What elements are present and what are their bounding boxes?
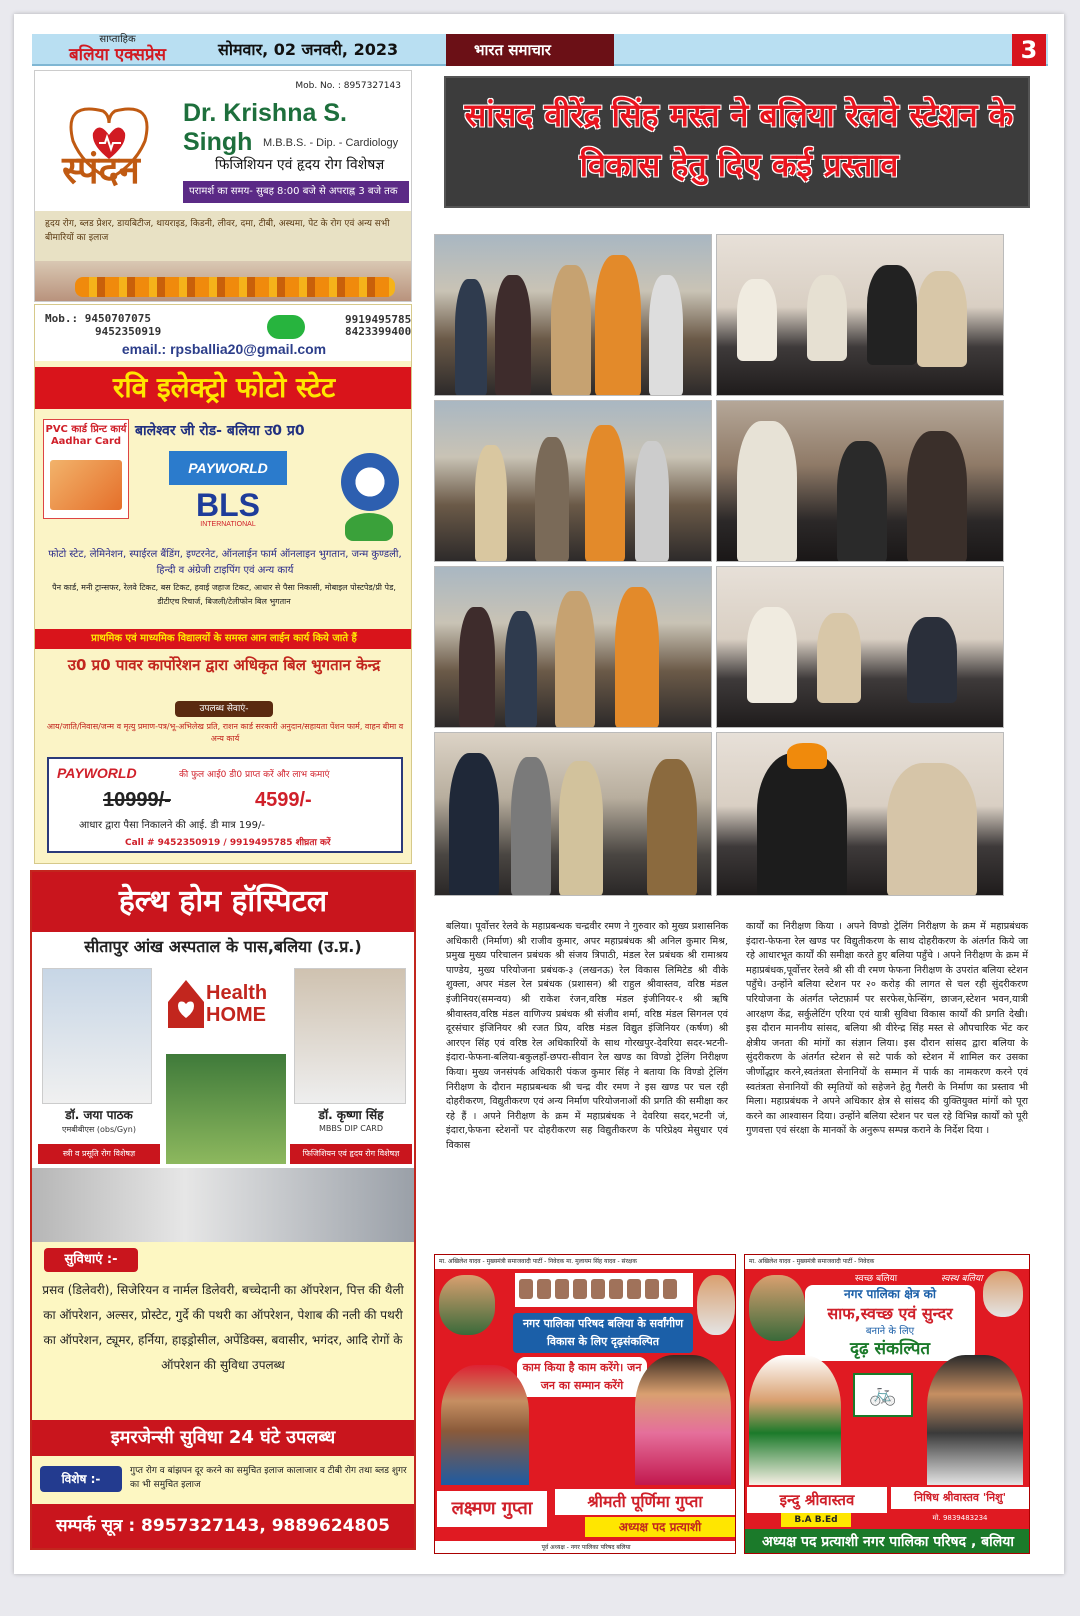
doctor-name: डॉ. कृष्णा सिंह: [318, 1108, 384, 1122]
services-list: फोटो स्टेट, लेमिनेशन, स्पाईरल बैंडिंग, इण्टरनेट, ऑनलाईन फार्म ऑनलाइन भुगतान, जन्म कुण्डली, हिन्दी व अंग्रेजी टाइपिंग एवं अन्य कार्य: [48, 549, 402, 576]
mobile-number: Mob.: 9450707075: [45, 312, 151, 325]
brand-tagline: साप्ताहिक: [99, 34, 136, 45]
doctor-degree: एमबीबीएस (obs/Gyn): [62, 1125, 136, 1134]
school-services-band: प्राथमिक एवं माध्यमिक विद्यालयों के समस्त आन लाईन कार्य किये जाते हैं: [35, 629, 412, 649]
marigold-garland: [75, 277, 395, 297]
email-address: email.: rpsballia20@gmail.com: [121, 341, 327, 357]
leader-photo: [983, 1271, 1023, 1317]
news-photo: [716, 732, 1004, 896]
bls-logo: BLS: [196, 487, 260, 523]
payworld-logo: PAYWORLD: [169, 451, 287, 485]
news-photo: [434, 732, 712, 896]
old-price: 10999/-: [103, 789, 171, 811]
news-article: [446, 920, 1030, 1240]
facilities-text: प्रसव (डिलेवरी), सिजेरियन व नार्मल डिलेवरी, बच्चेदानी का ऑपरेशन, पित्त की थैली का ऑपरेशन, अल्सर, प्रोस्टेट, गुर्दे की पथरी का ऑपरेशन, पेशाब की नली की पथरी का ऑपरेशन, ट्यूमर, हर्निया, हाइड्रोसील, अपेंडिक्स, बवासीर, भगंदर, आदि रोगों के ऑपरेशन की सुविधा उपलब्ध: [42, 1283, 404, 1372]
special-text: गुप्त रोग व बांझपन दूर करने का समुचित इलाज कालाजार व टीबी रोग तथा ब्लड शुगर का भी समुचित इलाज: [130, 1466, 407, 1490]
new-price: 4599/-: [255, 789, 312, 811]
news-photo: [716, 566, 1004, 728]
candidate-photo: [749, 1355, 841, 1485]
photostat-advertisement: [34, 304, 412, 864]
special-label: विशेष :-: [40, 1466, 122, 1492]
clinic-logo-text: स्पंदन: [62, 147, 140, 192]
pvc-card-box: [43, 419, 129, 519]
house-heart-icon: [166, 972, 206, 1032]
section-name: भारत समाचार: [446, 34, 614, 66]
news-photo: [716, 234, 1004, 396]
leader-photo: [749, 1275, 805, 1341]
logo-text: Health HOME: [206, 982, 268, 1026]
doctor-advertisement: [34, 70, 412, 302]
ad-title-box: [805, 1285, 975, 1361]
services-list-small: पैन कार्ड, मनी ट्रान्सफर, रेलवे टिकट, बस टिकट, हवाई जहाज टिकट, आधार से पैसा निकासी, मोबाइल पोस्टपेड/प्री पेड, डीटीएच रिचार्ज, बिजली/टेलीफोन बिल भुगतान: [52, 583, 396, 606]
news-photo: [716, 400, 1004, 562]
health-home-logo: [166, 972, 286, 1046]
candidate-name: श्रीमती पूर्णिमा गुप्ता: [555, 1489, 735, 1515]
pvc-card-text: PVC कार्ड प्रिन्ट कार्य Aadhar Card: [45, 424, 127, 447]
doctor-degrees: M.B.B.S. - Dip. - Cardiology: [263, 137, 399, 149]
ad-title-line: दृढ़ संकल्पित: [849, 1339, 931, 1359]
mobile-number: 9919495785: [345, 313, 412, 326]
party-leaders-strip: [515, 1273, 693, 1307]
headline: सांसद वीरेंद्र सिंह मस्त ने बलिया रेलवे स्टेशन के विकास हेतु दिए कई प्रस्ताव: [464, 96, 1014, 184]
aadhar-id-text: आधार द्वारा पैसा निकालने की आई. डी मात्र 199/-: [79, 820, 265, 831]
bicycle-icon: 🚲: [853, 1373, 913, 1417]
hospital-address: सीतापुर आंख अस्पताल के पास,बलिया (उ.प्र.): [32, 932, 414, 962]
newspaper-brand: [40, 34, 195, 66]
news-photo: [434, 566, 712, 728]
candidate-name: इन्दु श्रीवास्तव: [747, 1487, 887, 1513]
offer-text: की फुल आई0 डी0 प्राप्त करें और लाभ कमाएं: [179, 770, 330, 780]
issue-date: सोमवार, 02 जनवरी, 2023: [218, 40, 399, 59]
masthead: [32, 34, 1048, 66]
emergency-banner: इमरजेन्सी सुविधा 24 घंटे उपलब्ध: [32, 1420, 414, 1456]
doctor-specialty: स्त्री व प्रसूति रोग विशेषज्ञ: [38, 1144, 160, 1164]
ad-title-line: नगर पालिका क्षेत्र को: [844, 1287, 936, 1301]
consultation-timing: परामर्श का समय- सुबह 8:00 बजे से अपराह्न 3 बजे तक: [183, 181, 409, 203]
ad-header: मा. अखिलेश यादव - मुख्यमंत्री समाजवादी पार्टी - निवेदक मा. मुलायम सिंह यादव - संरक्षक: [435, 1255, 736, 1269]
news-photo: [434, 234, 712, 396]
slogan-tag: स्वस्थ बलिया: [941, 1274, 983, 1284]
candidate-photo: [635, 1355, 731, 1485]
candidate-post: अध्यक्ष पद प्रत्याशी: [585, 1517, 735, 1537]
political-advertisement: [744, 1254, 1030, 1554]
doctor-specialty: फिजिशियन एवं हृदय रोग विशेषज्ञ: [215, 157, 385, 173]
ad-title: नगर पालिका परिषद बलिया के सर्वांगीण विकास के लिए दृढ़संकल्पित: [513, 1313, 693, 1353]
available-services-label: उपलब्ध सेवाएं-: [175, 701, 273, 717]
hospital-facade-photo: [32, 1168, 414, 1242]
special-section: [32, 1456, 414, 1504]
available-services-list: आय/जाति/निवास/जन्म व मृत्यु प्रमाण-पत्र/भू-अभिलेख प्रति, राशन कार्ड सरकारी अनुदान/सहायता पेंशन फार्म, वाहन बीमा व अन्य कार्य: [46, 722, 404, 743]
government-seal-icon: [341, 453, 399, 511]
headline-box: [444, 76, 1030, 208]
news-photo: [434, 400, 712, 562]
payworld-logo: PAYWORLD: [57, 765, 137, 781]
doctor-photo: [42, 968, 152, 1104]
ad-header: मा. अखिलेश यादव - मुख्यमंत्री समाजवादी पार्टी - निवेदक: [745, 1255, 1030, 1269]
article-column: कार्यों का निरीक्षण किया । अपने विण्डो ट्रेलिंग निरीक्षण के क्रम में महाप्रबंधक इंदारा-फेफना रेल खण्ड पर विद्युतीकरण के साथ दोहरीकरण के अंतर्गत किये जा रहे आधारभूत कार्यों की समीक्षा करते हुए बलिया पहुँचे । अपने निरीक्षण के क्रम में महाप्रबंधक,पूर्वोत्तर रेलवे श्री सी वी रमण फेफना निरीक्षण के उपरांत बलिया स्टेशन पहुँचे। उन्होंने बलिया स्टेशन पर २० करोड़ की लागत से चल रही सुंदरीकरण परियोजना के अंतर्गत प्लेटफ़ार्म पर सरफेस,फेन्सिंग, छाजन,स्टेशन भवन,यात्री आरक्षण केंद्र, सर्कुलेटिंग एरिया एवं यात्री सुविधा विकास कार्यों की प्रगति देखी। इस दौरान माननीय सांसद, बलिया श्री वीरेन्द्र सिंह मस्त से औपचारिक भेंट कर क्षेत्रीय जनता की मांगों का संज्ञान लिया। इस दौरान सांसद द्वारा बलिया के सुंदरीकरण के अंतर्गत स्टेशन से सटे पार्क को स्टेशन में शामिल कर उसका जीर्णोद्धार करने,स्वतंत्रता सेनानियों के सम्मान में पार्क का नामकरण करने एवं स्वतंत्रता सेनानियों की स्मृतियों को सहेजने हेतु गैलरी के निर्माण का प्रस्ताव भी मिला। महाप्रबंधक ने अपने अधिकार क्षेत्र से सांसद की युक्तियुक्त मांगों को पूरा करने का आश्वासन दिया। उन्होंने बलिया स्टेशन पर चल रहे विभिन्न कार्यों को पूरी गुणवत्ता एवं संरक्षा के मानकों के अनुरूप सम्पन्न कराने के निर्देश दिया ।: [746, 921, 1028, 1137]
article-column: बलिया। पूर्वोत्तर रेलवे के महाप्रबन्धक चन्द्रवीर रमण ने गुरुवार को मुख्य प्रशासनिक अधिकारी (निर्माण) श्री राजीव कुमार, अपर महाप्रबंधक श्री अनिल कुमार मिश्र, प्रमुख मुख्य परिचालन प्रबंधक श्री संजय त्रिपाठी, मंडल रेल प्रबंधक श्री रामाश्रय पाण्डेय, मुख्य परियोजना प्रबंधक-३ (लखनऊ) रेल विकास लिमिटेड श्री वीके शुक्ला, अपर मंडल रेल प्रबंधक (प्रशासन) श्री राहुल श्रीवास्तव, वरिष्ठ मंडल इंजीनियर(समन्वय) श्री राकेश रंजन,वरिष्ठ मंडल इंजीनियर-१ श्री ऋषि श्रीवास्तव,वरिष्ठ मंडल वाणिज्य प्रबंधक श्री संजीव शर्मा, वरिष्ठ मंडल सिगनल एवं दूरसंचार इंजिनियर श्री रजत प्रिय, वरिष्ठ मंडल विद्युत इंजिनियर (कर्षण) श्री आरएन सिंह एवं वरिष्ठ रेल अधिकारियों के साथ गोरखपुर-देवरिया सदर-भटनी-इंदारा-फेफना-बलिया-बकुलहाँ-छपरा-सीवान रेल खण्ड का विण्डो ट्रेलिंग निरीक्षण किया। मुख्य जनसंपर्क अधिकारी पंकज कुमार सिंह ने बताया कि विण्डो ट्रेलिंग निरीक्षण के दौरान महाप्रबन्धक श्री चन्द्र वीर रमण ने इस खण्ड पर चल रही दोहरीकरण, विद्युतीकरण एवं अन्य निर्माण परियोजनाओं की प्रगति की समीक्षा कर रहे हैं । अपने निरीक्षण के क्रम में महाप्रबंधक ने देवरिया सदर,भटनी जं, इंदारा,फेफना स्टेशनों पर दोहरीकरण सह विद्युतीकरण के परिप्रेक्ष्य मेसुधार एवं विकास: [446, 921, 728, 1151]
mobile-number: 9452350919: [95, 325, 162, 338]
brand-name: बलिया एक्सप्रेस: [68, 45, 167, 65]
page-number: 3: [1012, 34, 1046, 66]
shop-address: बालेश्वर जी रोड- बलिया उ0 प्र0: [135, 423, 305, 439]
contact-numbers: सम्पर्क सूत्र : 8957327143, 9889624805: [32, 1504, 414, 1548]
hospital-title: हेल्थ होम हॉस्पिटल: [32, 872, 414, 932]
leader-photo: [697, 1275, 735, 1335]
payworld-offer-box: [47, 757, 403, 853]
facilities-section: [32, 1242, 414, 1420]
candidate-post: अध्यक्ष पद प्रत्याशी नगर पालिका परिषद , बलिया: [745, 1529, 1030, 1554]
doctor-photo: [294, 968, 406, 1104]
newspaper-page: [14, 14, 1064, 1574]
shop-title: रवि इलेक्ट्रो फोटो स्टेट: [35, 367, 412, 409]
ad-title-line: बनाने के लिए: [865, 1326, 915, 1337]
mobile-number: 8423399400: [345, 325, 412, 338]
whatsapp-icon: [267, 315, 305, 339]
doctor-mobile: Mob. No. : 8957327143: [295, 81, 401, 91]
candidate-degree: B.A B.Ed: [781, 1513, 851, 1527]
ad-title-line: साफ,स्वच्छ एवं सुन्दर: [827, 1304, 953, 1323]
ad-footer: पूर्व अध्यक्ष - नगर पालिका परिषद बलिया: [435, 1541, 736, 1554]
candidate-mobile: मो. 9839483234: [932, 1514, 988, 1522]
candidate-photo: [441, 1365, 529, 1485]
call-numbers: Call # 9452350919 / 9919495785 शीघ्रता करें: [125, 838, 331, 848]
political-advertisement: [434, 1254, 736, 1554]
candidate-name: लक्ष्मण गुप्ता: [437, 1491, 547, 1527]
candidate-name: निषिध श्रीवास्तव 'निशु': [891, 1487, 1029, 1509]
doctor-name: डॉ. जया पाठक: [65, 1108, 133, 1122]
bls-subtitle: INTERNATIONAL: [200, 521, 256, 528]
csc-logo-icon: [345, 513, 393, 541]
doctor-services: हृदय रोग, ब्लड प्रेशर, डायबिटीज, थायराइड, किडनी, लीवर, दमा, टीबी, अस्थमा, पेट के रोग एवं अन्य सभी बीमारियों का इलाज: [35, 211, 412, 261]
doctor-degree: MBBS DIP CARD: [318, 1124, 384, 1133]
aadhar-card-image: [50, 460, 122, 510]
slogan-tag: स्वच्छ बलिया: [855, 1274, 898, 1284]
hospital-advertisement: [30, 870, 416, 1550]
doctor-name: Dr. Krishna S. Singh: [183, 99, 347, 156]
leader-photo: [439, 1275, 495, 1335]
power-corp-text: उ0 प्र0 पावर कार्पोरेशन द्वारा अधिकृत बिल भुगतान केन्द्र: [67, 656, 381, 674]
ad-slogan: काम किया है काम करेंगे। जन जन का सम्मान करेंगे: [517, 1357, 647, 1397]
hospital-building-photo: [166, 1054, 286, 1164]
candidate-photo: [927, 1355, 1023, 1485]
doctor-specialty: फिजिशियन एवं हृदय रोग विशेषज्ञ: [290, 1144, 412, 1164]
facilities-label: सुविधाएं :-: [44, 1248, 138, 1272]
